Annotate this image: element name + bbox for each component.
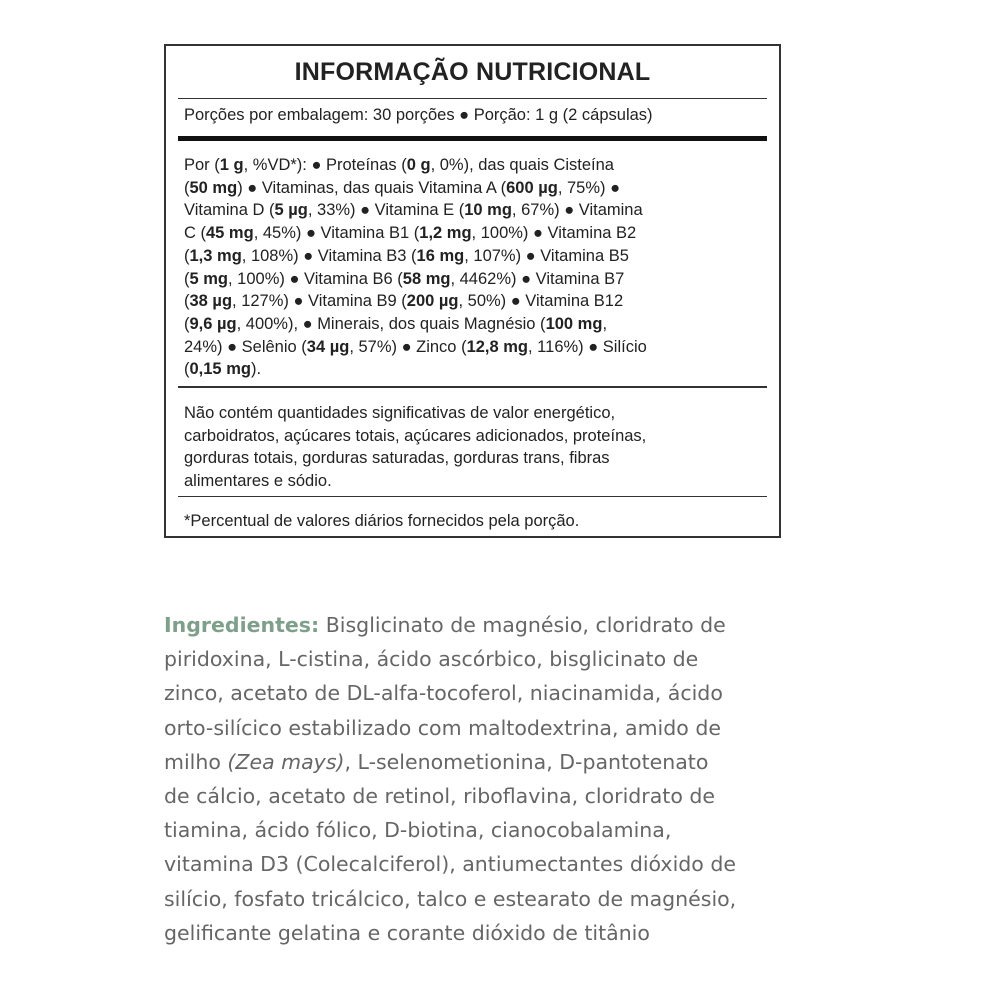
ingredients-text: piridoxina, L-cistina, ácido ascórbico, bisglicinato de: [164, 647, 699, 672]
ingredients-label: Ingredientes:: [164, 613, 320, 637]
divider: [178, 386, 767, 388]
composition-text: , 116%) ● Silício: [528, 337, 647, 356]
ingredients-line: [164, 711, 864, 745]
divider: [178, 496, 767, 497]
ingredients-line: [164, 813, 864, 847]
composition-text: , %VD*): ● Proteínas (: [243, 156, 407, 174]
not-contain-line: [184, 470, 768, 493]
ingredients-text: silício, fosfato tricálcico, talco e estearato de magnésio,: [164, 886, 737, 911]
composition-value: 34 µg: [306, 337, 350, 356]
composition-line: [184, 154, 768, 177]
ingredients-paragraph: [164, 608, 864, 950]
composition-text: , 4462%) ● Vitamina B7: [450, 269, 625, 288]
composition-value: 50 mg: [189, 178, 238, 197]
ingredients-line: [164, 779, 864, 813]
composition-text: Vitamina D (: [184, 201, 275, 220]
composition-value: 9,6 µg: [189, 314, 237, 333]
composition-line: [184, 177, 768, 200]
composition-value: 0,15 mg: [189, 360, 251, 379]
composition-value: 200 µg: [406, 292, 459, 311]
composition-text: , 108%) ● Vitamina B3 (: [241, 246, 417, 265]
composition-text: [184, 154, 768, 381]
composition-text: C (: [184, 224, 206, 243]
footnote: *Percentual de valores diários fornecidos pela porção.: [184, 512, 580, 530]
thick-divider: [178, 136, 767, 141]
not-contain-text: gorduras totais, gorduras saturadas, gorduras trans, fibras: [184, 449, 610, 468]
ingredients-text: vitamina D3 (Colecalciferol), antiumectantes dióxido de: [164, 852, 736, 877]
ingredients-text: de cálcio, acetato de retinol, riboflavina, cloridrato de: [164, 784, 716, 809]
not-contain-text: carboidratos, açúcares totais, açúcares adicionados, proteínas,: [184, 426, 647, 445]
not-contain-line: [184, 402, 768, 425]
composition-value: 12,8 mg: [466, 337, 529, 356]
composition-text: (: [184, 178, 190, 197]
composition-value: 0 g: [406, 156, 431, 174]
ingredients-text: , L-selenometionina, D-pantotenato: [344, 749, 709, 774]
ingredients-text: tiamina, ácido fólico, D-biotina, cianocobalamina,: [164, 818, 672, 843]
composition-line: [184, 358, 768, 381]
ingredients-line: [164, 745, 864, 779]
composition-value: 5 mg: [189, 269, 229, 288]
composition-text: (: [184, 269, 190, 288]
composition-text: , 75%) ●: [557, 178, 621, 197]
composition-text: (: [184, 360, 190, 379]
composition-text: , 100%) ● Vitamina B2: [471, 224, 637, 243]
nutrition-facts-panel: [164, 44, 781, 538]
ingredients-line: [164, 676, 864, 710]
composition-text: , 50%) ● Vitamina B12: [458, 292, 624, 311]
ingredients-text: milho: [164, 749, 228, 774]
composition-value: 16 mg: [416, 246, 465, 265]
composition-line: [184, 199, 768, 222]
not-contain-statement: [184, 402, 768, 493]
composition-text: , 33%) ● Vitamina E (: [307, 201, 465, 220]
composition-text: , 400%), ● Minerais, dos quais Magnésio (: [236, 314, 546, 333]
ingredients-text: Bisglicinato de magnésio, cloridrato de: [319, 613, 726, 637]
composition-value: 10 mg: [464, 201, 512, 220]
ingredients-line: [164, 608, 864, 642]
composition-text: , 107%) ● Vitamina B5: [464, 246, 629, 265]
composition-line: [184, 268, 768, 291]
composition-text: (: [184, 314, 190, 333]
not-contain-text: Não contém quantidades significativas de valor energético,: [184, 404, 616, 422]
composition-value: 1 g: [219, 156, 244, 174]
composition-text: (: [184, 292, 190, 311]
composition-value: 100 mg: [545, 314, 603, 333]
composition-text: , 67%) ● Vitamina: [511, 201, 643, 220]
ingredients-text: orto-silícico estabilizado com maltodextrina, amido de: [164, 715, 721, 740]
composition-value: 1,3 mg: [189, 246, 242, 265]
ingredients-line: [164, 642, 864, 676]
not-contain-text: alimentares e sódio.: [184, 472, 332, 491]
composition-text: , 100%) ● Vitamina B6 (: [228, 269, 403, 288]
composition-text: ,: [602, 314, 608, 333]
composition-line: [184, 222, 768, 245]
composition-value: 5 µg: [274, 201, 308, 220]
not-contain-line: [184, 425, 768, 448]
composition-text: , 57%) ● Zinco (: [349, 337, 467, 356]
composition-text: , 45%) ● Vitamina B1 (: [253, 224, 420, 243]
composition-value: 58 mg: [402, 269, 451, 288]
composition-text: 24%) ● Selênio (: [184, 337, 307, 356]
panel-title: INFORMAÇÃO NUTRICIONAL: [294, 58, 651, 86]
servings-info: Porções por embalagem: 30 porções ● Porção: 1 g (2 cápsulas): [184, 106, 653, 124]
ingredients-text: (Zea mays): [227, 749, 345, 774]
composition-value: 45 mg: [206, 224, 254, 243]
composition-text: , 127%) ● Vitamina B9 (: [232, 292, 407, 311]
divider: [178, 98, 767, 99]
composition-text: Por (: [184, 156, 220, 174]
ingredients-line: [164, 847, 864, 881]
composition-line: [184, 290, 768, 313]
composition-text: ) ● Vitaminas, das quais Vitamina A (: [237, 178, 507, 197]
ingredients-text: zinco, acetato de DL-alfa-tocoferol, niacinamida, ácido: [164, 681, 723, 706]
composition-text: (: [184, 246, 190, 265]
composition-value: 1,2 mg: [419, 224, 472, 243]
composition-value: 38 µg: [189, 292, 233, 311]
composition-line: [184, 245, 768, 268]
ingredients-line: [164, 916, 864, 950]
composition-line: [184, 313, 768, 336]
ingredients-text: gelificante gelatina e corante dióxido de titânio: [164, 920, 650, 945]
composition-text: , 0%), das quais Cisteína: [430, 156, 614, 174]
composition-text: ).: [250, 360, 262, 379]
composition-line: [184, 336, 768, 359]
not-contain-line: [184, 447, 768, 470]
ingredients-line: [164, 882, 864, 916]
composition-value: 600 µg: [506, 178, 558, 197]
